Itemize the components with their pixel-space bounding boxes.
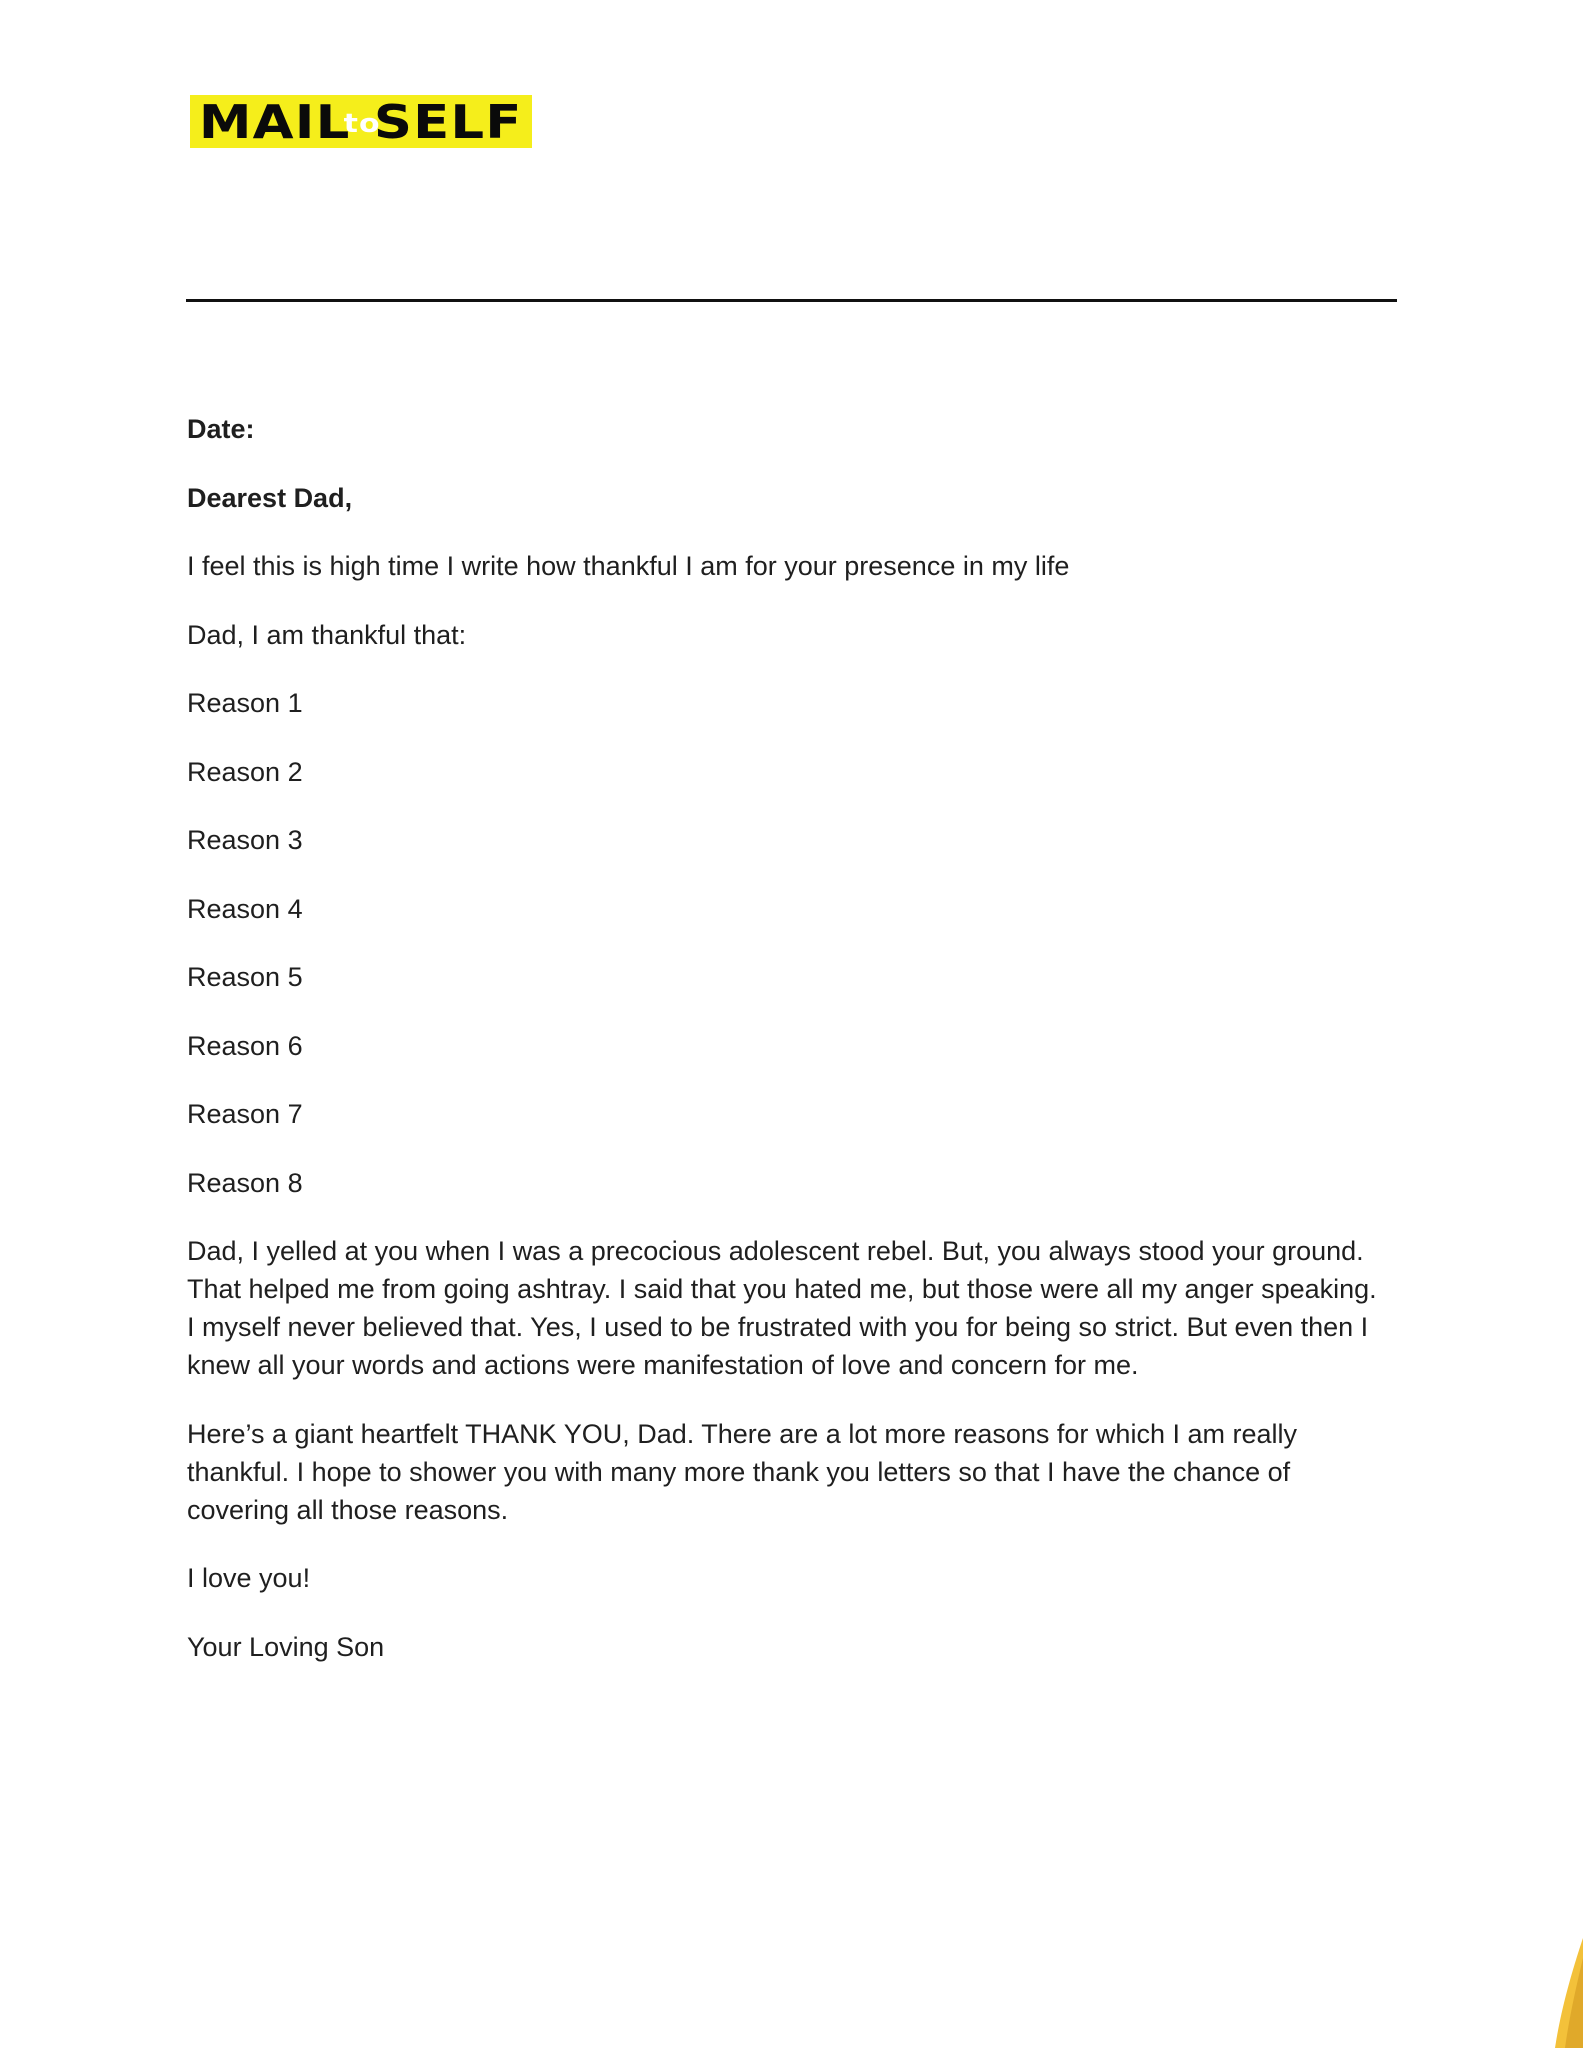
reason-item: Reason 8 xyxy=(187,1167,303,1198)
logo-part-mail: MAIL xyxy=(199,95,351,148)
body-paragraph-2: Here’s a giant heartfelt THANK YOU, Dad. There are a lot more reasons for which I am really thankful. I hope to shower you with many more thank you letters so that I have the chance of covering all those reasons. xyxy=(187,1418,1297,1525)
reason-item: Reason 1 xyxy=(187,688,303,718)
logo-part-to: to xyxy=(343,108,382,139)
intro-paragraph: I feel this is high time I write how thankful I am for your presence in my life xyxy=(187,551,1070,581)
letter-body xyxy=(187,410,1377,1696)
corner-decoration xyxy=(1543,1938,1583,2048)
logo-wordmark xyxy=(199,95,523,148)
reason-item: Reason 4 xyxy=(187,893,303,924)
reason-item: Reason 3 xyxy=(187,825,303,855)
closing-line: I love you! xyxy=(187,1563,311,1593)
header-divider xyxy=(186,299,1397,302)
mail-to-self-logo xyxy=(190,95,532,148)
reason-item: Reason 7 xyxy=(187,1099,303,1129)
date-label: Date: xyxy=(187,414,255,444)
reason-item: Reason 2 xyxy=(187,756,303,787)
salutation: Dearest Dad, xyxy=(187,482,353,513)
logo-part-self: SELF xyxy=(374,95,523,148)
thankful-line: Dad, I am thankful that: xyxy=(187,619,467,650)
reason-item: Reason 5 xyxy=(187,962,303,992)
body-paragraph-1: Dad, I yelled at you when I was a precocious adolescent rebel. But, you always stood your ground. That helped me from going ashtray. I said that you hated me, but those were all my anger speaking. I myself never believed that. Yes, I used to be frustrated with you for being so strict. But even then I knew all your words and actions were manifestation of love and concern for me. xyxy=(187,1236,1377,1380)
signature: Your Loving Son xyxy=(187,1631,385,1662)
reason-item: Reason 6 xyxy=(187,1030,303,1061)
